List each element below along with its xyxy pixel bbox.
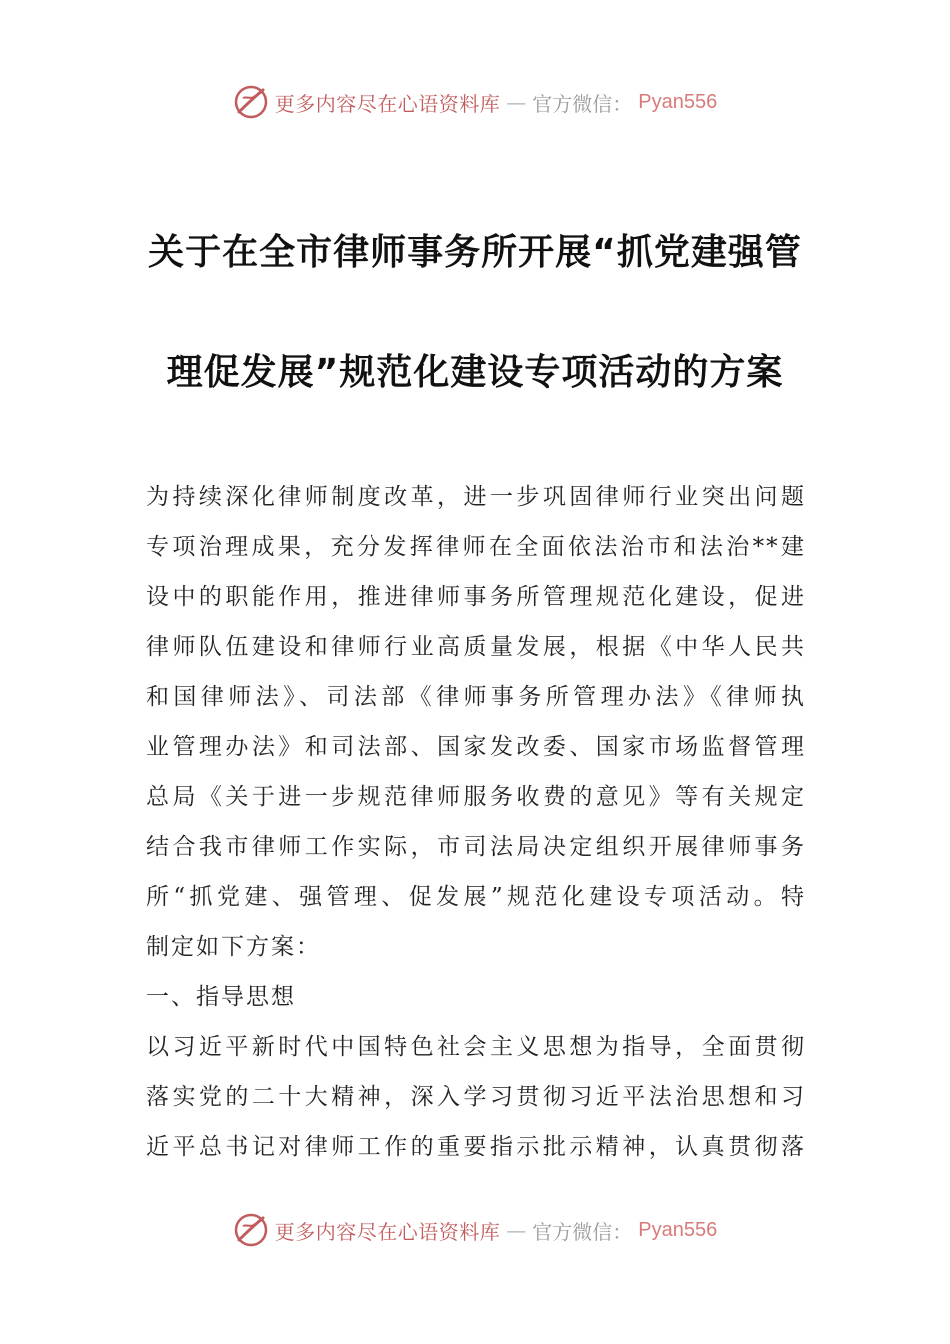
banner-separator: —: [506, 90, 527, 114]
promo-text: 更多内容尽在心语资料库: [274, 1219, 501, 1244]
body-line: 和国律师法》、司法部《律师事务所管理办法》《律师执: [146, 684, 806, 710]
body-line: 总局《关于进一步规范律师服务收费的意见》等有关规定: [146, 784, 806, 810]
body-line: 落实党的二十大精神，深入学习贯彻习近平法治思想和习: [146, 1084, 806, 1110]
body-line: 设中的职能作用，推进律师事务所管理规范化建设，促进: [146, 584, 806, 610]
pen-logo-icon: [233, 1212, 269, 1248]
banner-separator: —: [506, 1218, 527, 1242]
document-body: [146, 472, 806, 1172]
body-line: 结合我市律师工作实际，市司法局决定组织开展律师事务: [146, 834, 806, 860]
header-banner: [0, 80, 950, 124]
section-heading: 一、指导思想: [146, 984, 296, 1010]
body-line: 律师队伍建设和律师行业高质量发展，根据《中华人民共: [146, 634, 806, 660]
wechat-label: 官方微信：: [532, 91, 633, 116]
body-line: 制定如下方案：: [146, 934, 321, 960]
body-line: 业管理办法》和司法部、国家发改委、国家市场监督管理: [146, 734, 806, 760]
document-title-line-2: 理促发展”规范化建设专项活动的方案: [166, 352, 784, 393]
body-line: 为持续深化律师制度改革，进一步巩固律师行业突出问题: [146, 484, 806, 510]
body-line: 以习近平新时代中国特色社会主义思想为指导，全面贯彻: [146, 1034, 806, 1060]
body-line: 所“抓党建、强管理、促发展”规范化建设专项活动。特: [146, 884, 806, 910]
wechat-id: Pyan556: [638, 90, 718, 113]
promo-text: 更多内容尽在心语资料库: [274, 91, 501, 116]
body-line: 专项治理成果，充分发挥律师在全面依法治市和法治**建: [146, 534, 806, 560]
wechat-label: 官方微信：: [532, 1219, 633, 1244]
footer-banner: [0, 1208, 950, 1252]
document-title-line-1: 关于在全市律师事务所开展“抓党建强管: [148, 232, 802, 273]
pen-logo-icon: [233, 84, 269, 120]
wechat-id: Pyan556: [638, 1218, 718, 1241]
body-line: 近平总书记对律师工作的重要指示批示精神，认真贯彻落: [146, 1134, 806, 1160]
